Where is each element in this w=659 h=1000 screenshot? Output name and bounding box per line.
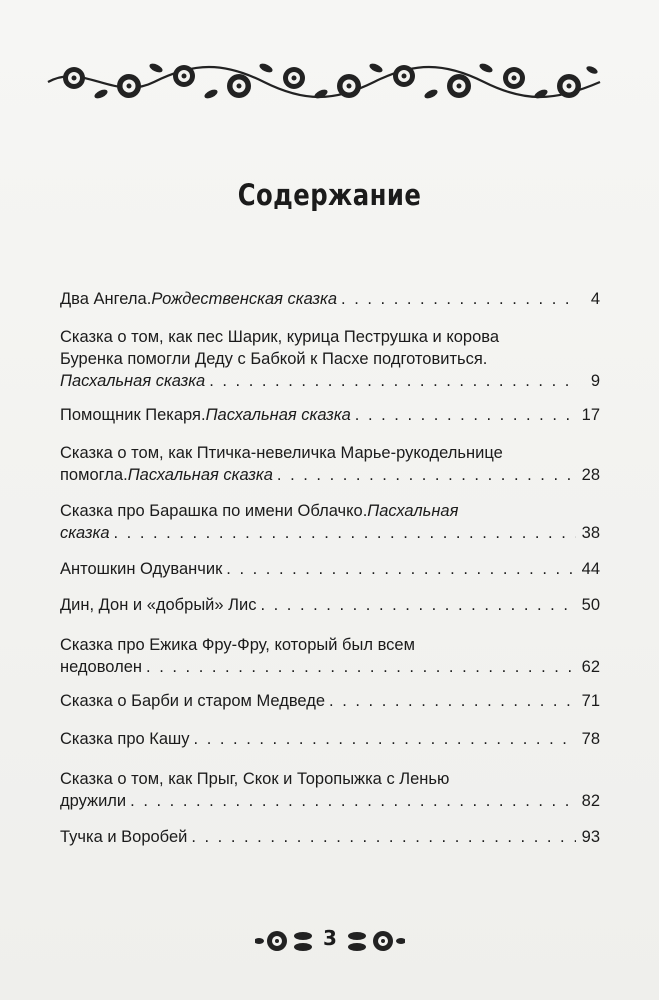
entry-page-number: 9 <box>590 372 600 390</box>
toc-entry-4[interactable] <box>60 442 600 486</box>
toc-entry-12[interactable] <box>60 826 600 848</box>
entry-subtitle: Пасхальная сказка <box>60 372 206 390</box>
entry-title: Антошкин Одуванчик <box>60 560 223 578</box>
toc-entry-5[interactable] <box>60 500 600 544</box>
entry-title: Сказка про Барашка по имени Облачко. <box>60 502 368 520</box>
entry-title: Сказка о том, как пес Шарик, курица Пеструшка и корова <box>60 328 500 346</box>
dot-leader <box>114 522 576 544</box>
dot-leader <box>226 558 575 580</box>
dot-leader <box>191 826 575 848</box>
page-footer <box>255 924 405 958</box>
entry-page-number: 78 <box>581 730 600 748</box>
entry-page-number: 17 <box>581 406 600 424</box>
toc-entry-9[interactable] <box>60 690 600 712</box>
toc-entry-11[interactable] <box>60 768 600 812</box>
entry-subtitle: Рождественская сказка <box>151 290 338 308</box>
entry-title: Сказка про Ежика Фру-Фру, который был всем <box>60 636 415 654</box>
entry-title: Сказка о том, как Птичка-невеличка Марье-рукодельнице <box>60 444 503 462</box>
entry-title: Помощник Пекаря. <box>60 406 206 424</box>
entry-title: Тучка и Воробей <box>60 828 188 846</box>
toc-entry-6[interactable] <box>60 558 600 580</box>
toc-entry-3[interactable] <box>60 404 600 426</box>
entry-page-number: 44 <box>581 560 600 578</box>
entry-subtitle: Пасхальная сказка <box>205 406 351 424</box>
entry-page-number: 4 <box>590 290 600 308</box>
dot-leader <box>341 288 576 310</box>
page-title: Содержание <box>237 178 422 212</box>
entry-subtitle-cont: сказка <box>60 524 110 542</box>
entry-title: Два Ангела. <box>60 290 152 308</box>
entry-title: Сказка о Барби и старом Медведе <box>60 692 326 710</box>
dot-leader <box>260 594 575 616</box>
entry-page-number: 71 <box>581 692 600 710</box>
dot-leader <box>277 464 576 486</box>
dot-leader <box>130 790 575 812</box>
entry-title-cont: Буренка помогли Деду с Бабкой к Пасхе подготовиться. <box>60 350 488 368</box>
dot-leader <box>209 370 576 392</box>
dot-leader <box>355 404 576 426</box>
entry-subtitle: Пасхальная сказка <box>127 466 273 484</box>
toc-entry-8[interactable] <box>60 634 600 678</box>
toc-entry-1[interactable] <box>60 288 600 310</box>
page-number: 3 <box>323 926 337 950</box>
entry-page-number: 50 <box>581 596 600 614</box>
toc-entry-2[interactable] <box>60 326 600 392</box>
entry-title: Дин, Дон и «добрый» Лис <box>60 596 257 614</box>
entry-page-number: 82 <box>581 792 600 810</box>
toc-entry-10[interactable] <box>60 728 600 750</box>
toc-entry-7[interactable] <box>60 594 600 616</box>
entry-title: Сказка про Кашу <box>60 730 190 748</box>
entry-title-cont: помогла. <box>60 466 128 484</box>
entry-title-cont: дружили <box>60 792 127 810</box>
floral-ornament-header <box>44 56 604 108</box>
dot-leader <box>194 728 576 750</box>
entry-title-cont: недоволен <box>60 658 143 676</box>
entry-page-number: 28 <box>581 466 600 484</box>
entry-page-number: 38 <box>581 524 600 542</box>
entry-title: Сказка о том, как Прыг, Скок и Торопыжка с Ленью <box>60 770 450 788</box>
entry-subtitle: Пасхальная <box>367 502 459 520</box>
dot-leader <box>146 656 576 678</box>
entry-page-number: 62 <box>581 658 600 676</box>
dot-leader <box>329 690 576 712</box>
entry-page-number: 93 <box>581 828 600 846</box>
